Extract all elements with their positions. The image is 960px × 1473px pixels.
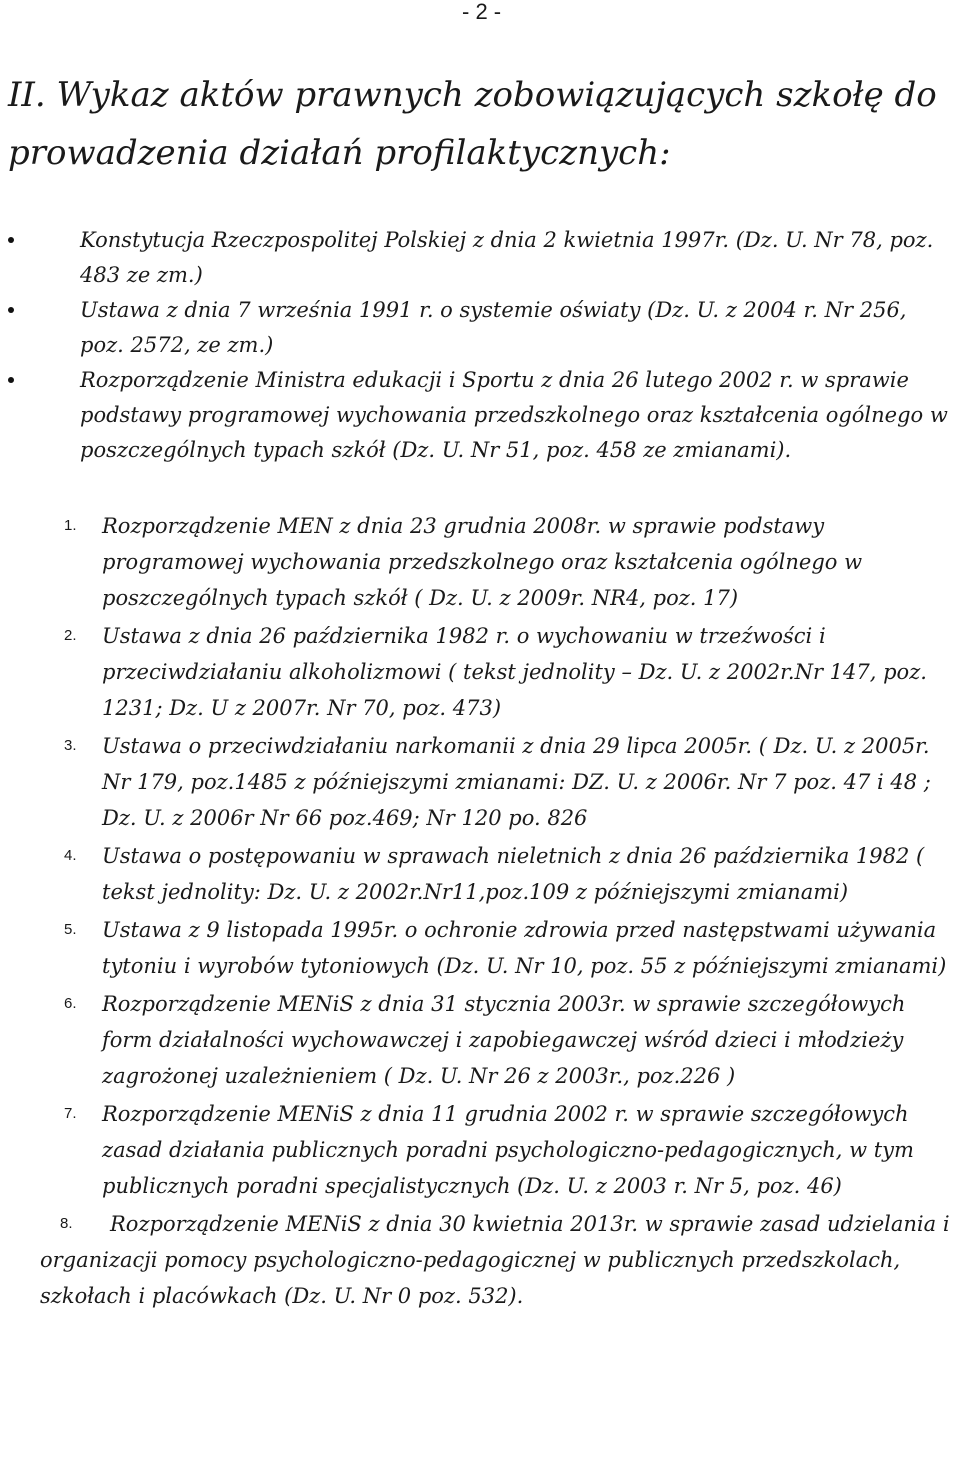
list-item [0,838,955,910]
list-item-text: Ustawa o postępowaniu w sprawach nieletnich z dnia 26 października 1982 ( tekst jednolity: Dz. U. z 2002r.Nr11,poz.109 z późniejszymi zmianami) [102,844,925,904]
list-item [0,293,955,363]
list-item-text: Ustawa z dnia 7 września 1991 r. o systemie oświaty (Dz. U. z 2004 r. Nr 256, poz. 2572, ze zm.) [80,298,907,357]
list-item [0,1206,955,1314]
list-item-text: Ustawa z dnia 26 października 1982 r. o wychowaniu w trzeźwości i przeciwdziałaniu alkoholizmowi ( tekst jednolity – Dz. U. z 2002r.Nr 147, poz. 1231; Dz. U z 2007r. Nr 70, poz. 473) [102,624,927,720]
list-number: 8. [60,1215,73,1232]
list-item [0,1096,955,1204]
list-item [0,618,955,726]
page-title: II. Wykaz aktów prawnych zobowiązujących szkołę do prowadzenia działań profilaktycznych: [8,75,937,173]
list-number: 1. [64,517,77,534]
list-number: 3. [64,737,77,754]
list-number: 6. [64,995,77,1012]
list-number: 2. [64,627,77,644]
list-item-text: Ustawa o przeciwdziałaniu narkomanii z dnia 29 lipca 2005r. ( Dz. U. z 2005r. Nr 179, poz.1485 z późniejszymi zmianami: DZ. U. z 2006r. Nr 7 poz. 47 i 48 ; Dz. U. z 2006r Nr 66 poz.469; Nr 120 po. 826 [102,734,931,830]
list-number: 4. [64,847,77,864]
numbered-list [0,508,955,1316]
page-number: - 2 - [462,0,502,24]
list-item-text: Konstytucja Rzeczpospolitej Polskiej z dnia 2 kwietnia 1997r. (Dz. U. Nr 78, poz. 483 ze zm.) [80,228,934,287]
list-number: 7. [64,1105,77,1122]
list-item-text: Ustawa z 9 listopada 1995r. o ochronie zdrowia przed następstwami używania tytoniu i wyrobów tytoniowych (Dz. U. Nr 10, poz. 55 z późniejszymi zmianami) [102,918,947,978]
list-item-text: Rozporządzenie MEN z dnia 23 grudnia 2008r. w sprawie podstawy programowej wychowania przedszkolnego oraz kształcenia ogólnego w poszczególnych typach szkół ( Dz. U. z 2009r. NR4, poz. 17) [102,514,863,610]
bullet-icon [8,307,14,313]
list-item [0,363,955,468]
list-number: 5. [64,921,77,938]
list-item-text: Rozporządzenie MENiS z dnia 30 kwietnia 2013r. w sprawie zasad udzielania i organizacji pomocy psychologiczno-pedagogicznej w publicznych przedszkolach, szkołach i placówkach (Dz. U. Nr 0 poz. 532). [40,1212,950,1308]
list-item [0,508,955,616]
list-item-text: Rozporządzenie MENiS z dnia 31 stycznia 2003r. w sprawie szczegółowych form działalności wychowawczej i zapobiegawczej wśród dzieci i młodzieży zagrożonej uzależnieniem ( Dz. U. Nr 26 z 2003r., poz.226 ) [102,992,906,1088]
bullet-icon [8,377,14,383]
list-item-text: Rozporządzenie Ministra edukacji i Sportu z dnia 26 lutego 2002 r. w sprawie podstawy programowej wychowania przedszkolnego oraz kształcenia ogólnego w poszczególnych typach szkół (Dz. U. Nr 51, poz. 458 ze zmianami). [80,368,948,462]
bullet-list [0,223,955,468]
list-item [0,912,955,984]
list-item [0,986,955,1094]
bullet-icon [8,237,14,243]
list-item-text: Rozporządzenie MENiS z dnia 11 grudnia 2002 r. w sprawie szczegółowych zasad działania publicznych poradni psychologiczno-pedagogicznych, w tym publicznych poradni specjalistycznych (Dz. U. z 2003 r. Nr 5, poz. 46) [102,1102,914,1198]
list-item [0,223,955,293]
list-item [0,728,955,836]
